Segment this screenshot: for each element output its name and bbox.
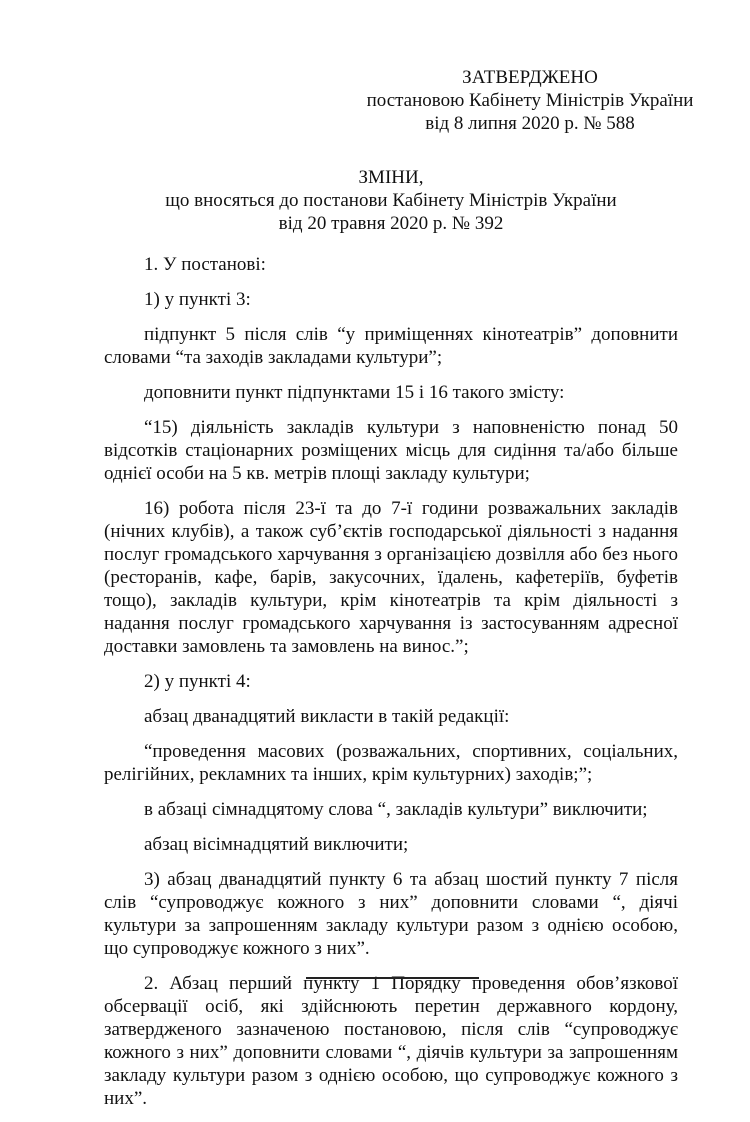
document-body <box>104 253 678 1122</box>
approval-heading: ЗАТВЕРДЖЕНО <box>462 67 598 88</box>
paragraph: 2. Абзац перший пункту 1 Порядку проведення обов’язкової обсервації осіб, які здійснюють перетин державного кордону, затвердженого зазначеною постановою, після слів “супроводжує кожного з них” доповнити словами “, діячів культури за запрошенням закладу культури разом з однією особою, що супроводжує кожного з них”. <box>104 973 678 1109</box>
paragraph: 16) робота після 23-ї та до 7-ї години розважальних закладів (нічних клубів), а також суб’єктів господарської діяльності з надання послуг громадського харчування з організацією дозвілля або без нього (ресторанів, кафе, барів, закусочних, їдалень, кафетеріїв, буфетів тощо), закладів культури, крім кінотеатрів та крім діяльності з надання послуг громадського харчування із застосуванням адресної доставки замовлень та замовлень на винос.”; <box>104 498 678 657</box>
paragraph: підпункт 5 після слів “у приміщеннях кінотеатрів” доповнити словами “та заходів закладами культури”; <box>104 324 678 368</box>
paragraph: “15) діяльність закладів культури з наповненістю понад 50 відсотків стаціонарних розміщених місць для сидіння та/або більше однієї особи на 5 кв. метрів площі закладу культури; <box>104 417 678 484</box>
end-separator-line <box>306 977 479 979</box>
paragraph: 3) абзац дванадцятий пункту 6 та абзац шостий пункту 7 після слів “супроводжує кожного з них” доповнити словами “, діячі культури за запрошенням закладу культури разом з однією особою, що супроводжує кожного з них”. <box>104 869 678 959</box>
paragraph: “проведення масових (розважальних, спортивних, соціальних, релігійних, рекламних та інших, крім культурних) заходів;”; <box>104 741 678 785</box>
title-line-1: що вносяться до постанови Кабінету Міністрів України <box>165 190 617 211</box>
paragraph: абзац дванадцятий викласти в такій редакції: <box>144 706 510 727</box>
paragraph: в абзаці сімнадцятому слова “, закладів культури” виключити; <box>144 799 648 820</box>
title-heading: ЗМІНИ, <box>358 167 424 188</box>
document-title <box>100 166 682 235</box>
approval-stamp <box>340 66 720 135</box>
approval-line-2: від 8 липня 2020 р. № 588 <box>425 113 635 134</box>
paragraph: абзац вісімнадцятий виключити; <box>144 834 409 855</box>
title-line-2: від 20 травня 2020 р. № 392 <box>278 213 504 234</box>
paragraph: 2) у пункті 4: <box>144 671 251 692</box>
paragraph: 1. У постанові: <box>144 254 266 275</box>
paragraph: доповнити пункт підпунктами 15 і 16 такого змісту: <box>144 382 565 403</box>
paragraph: 1) у пункті 3: <box>144 289 251 310</box>
approval-line-1: постановою Кабінету Міністрів України <box>366 90 694 111</box>
